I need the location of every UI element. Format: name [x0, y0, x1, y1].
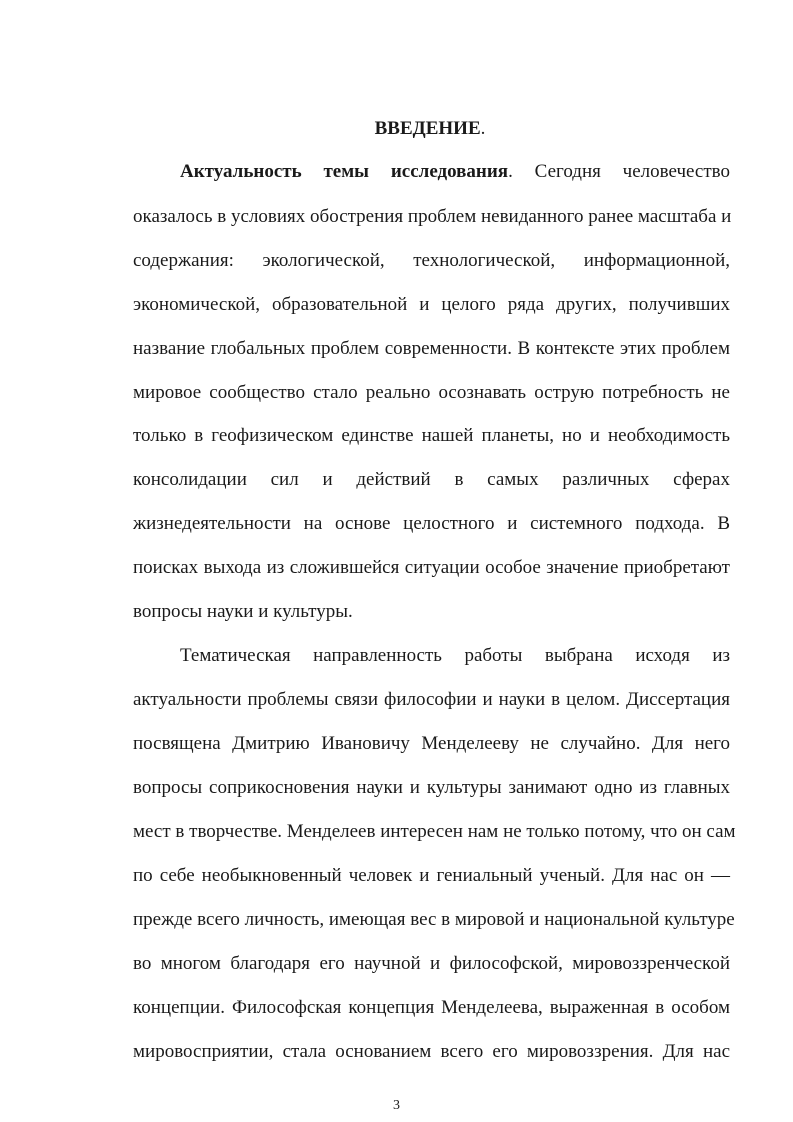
paragraph-1-lead-bold: Актуальность темы исследования — [180, 161, 509, 182]
paragraph-1-line-3: содержания: экологической, технологической, информационной, — [133, 250, 730, 271]
paragraph-1-line-2: оказалось в условиях обострения проблем невиданного ранее масштаба и — [133, 206, 732, 227]
paragraph-2-line-1: Тематическая направленность работы выбрана исходя из — [180, 645, 730, 666]
paragraph-2-line-5: мест в творчестве. Менделеев интересен нам не только потому, что он сам — [133, 821, 736, 842]
paragraph-1-line-6: мировое сообщество стало реально осознавать острую потребность не — [133, 382, 730, 403]
paragraph-1-line-4: экономической, образовательной и целого ряда других, получивших — [133, 294, 730, 315]
paragraph-2-line-4: вопросы соприкосновения науки и культуры занимают одно из главных — [133, 777, 730, 798]
paragraph-2-line-7: прежде всего личность, имеющая вес в мировой и национальной культуре — [133, 909, 735, 930]
page-number: 3 — [393, 1098, 400, 1113]
paragraph-1-line-5: название глобальных проблем современности. В контексте этих проблем — [133, 338, 730, 359]
paragraph-1-line-7: только в геофизическом единстве нашей планеты, но и необходимость — [133, 425, 730, 446]
heading-dot: . — [480, 118, 486, 139]
paragraph-2-line-9: концепции. Философская концепция Менделеева, выраженная в особом — [133, 997, 730, 1018]
paragraph-2-line-10: мировосприятии, стала основанием всего его мировоззрения. Для нас — [133, 1041, 730, 1062]
paragraph-1-line-10: поисках выхода из сложившейся ситуации особое значение приобретают — [133, 557, 730, 578]
paragraph-2-line-3: посвящена Дмитрию Ивановичу Менделееву не случайно. Для него — [133, 733, 730, 754]
section-heading — [0, 117, 793, 141]
paragraph-1-lead-rest: . Сегодня человечество — [508, 161, 731, 182]
paragraph-1-line-11: вопросы науки и культуры. — [133, 601, 353, 622]
paragraph-1-line-1 — [180, 159, 730, 185]
paragraph-1-line-8: консолидации сил и действий в самых различных сферах — [133, 469, 730, 490]
paragraph-2-line-2: актуальности проблемы связи философии и науки в целом. Диссертация — [133, 689, 730, 710]
paragraph-2-line-6: по себе необыкновенный человек и гениальный ученый. Для нас он — — [133, 865, 730, 886]
paragraph-1-line-9: жизнедеятельности на основе целостного и системного подхода. В — [133, 513, 730, 534]
paragraph-2-line-8: во многом благодаря его научной и философской, мировоззренческой — [133, 953, 730, 974]
heading-text: ВВЕДЕНИЕ — [374, 118, 481, 139]
